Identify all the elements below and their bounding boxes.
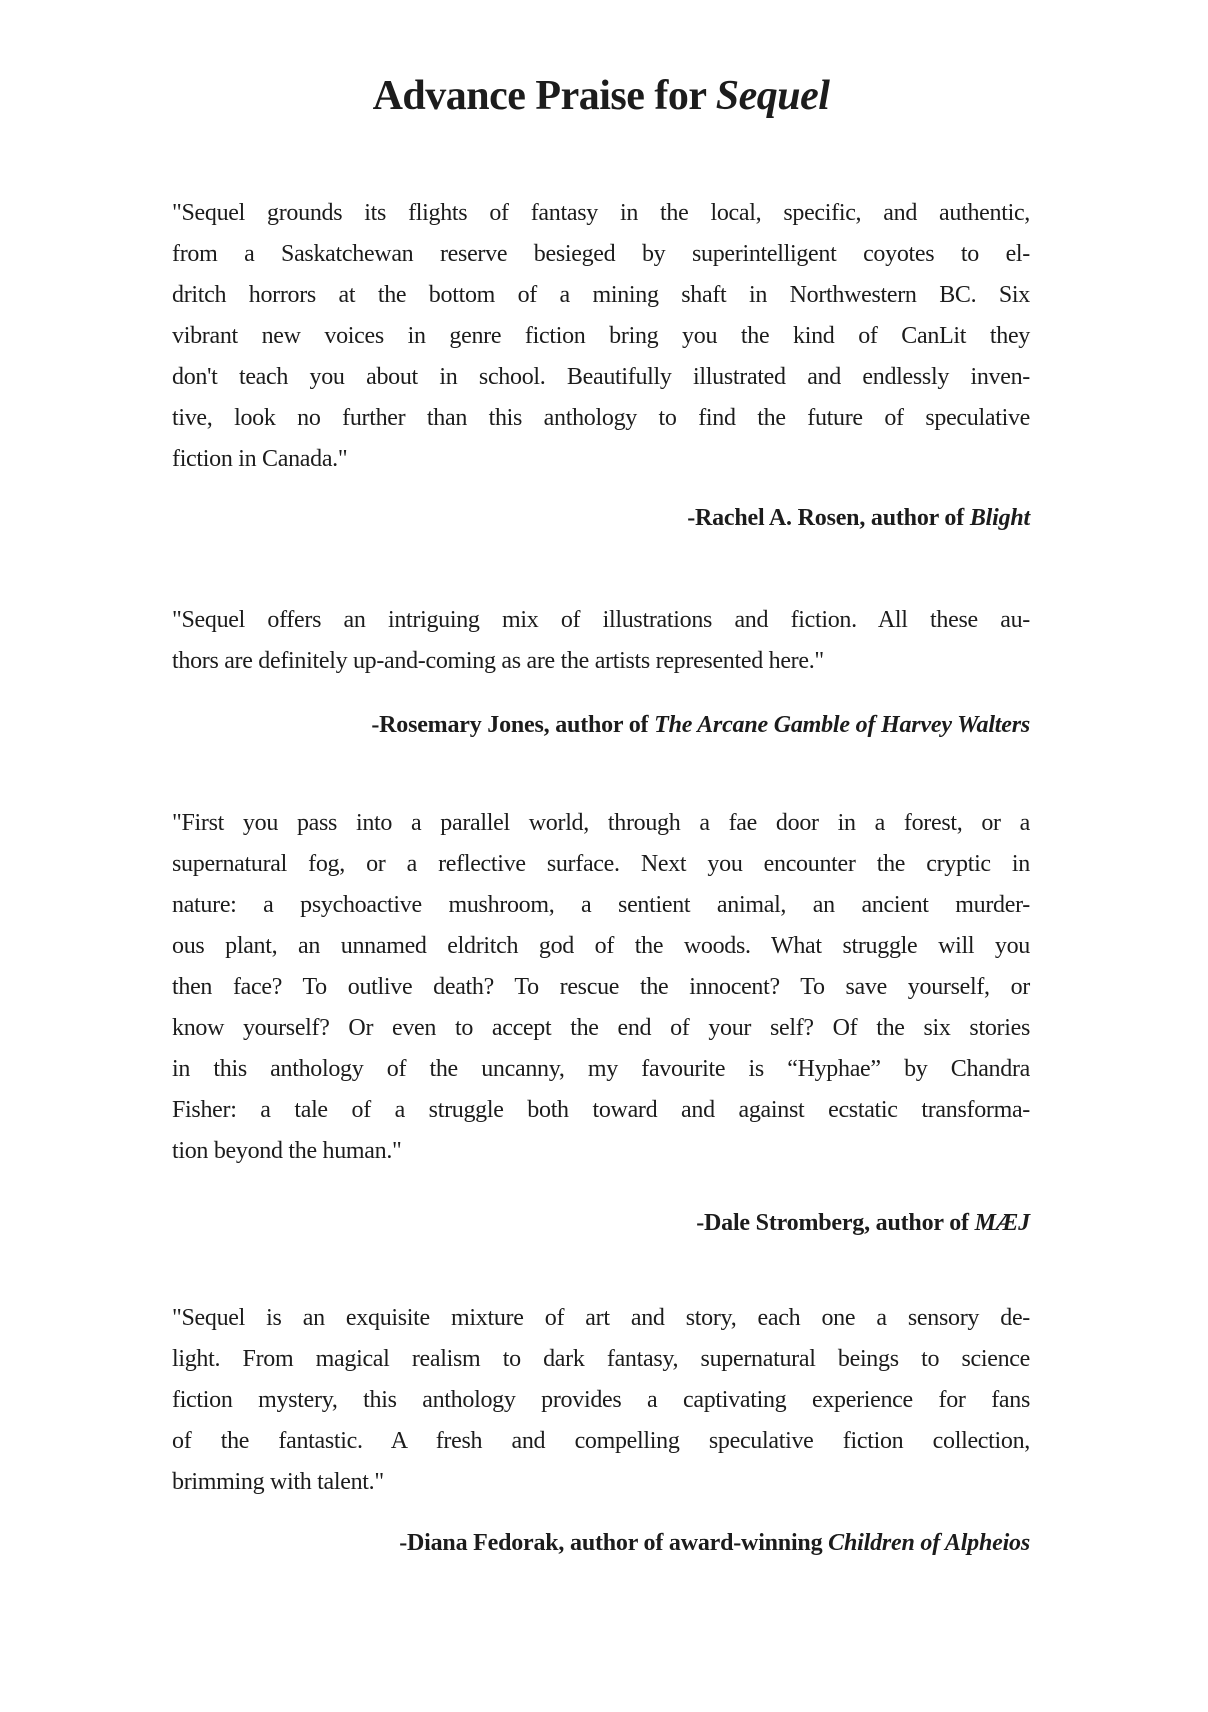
quote-line: nature: a psychoactive mushroom, a sentient animal, an ancient murder- bbox=[172, 892, 1030, 918]
attribution-author: -Rachel A. Rosen, author of bbox=[687, 505, 970, 531]
blurb-attribution-rosen bbox=[172, 498, 1030, 539]
quote-line: don't teach you about in school. Beautifully illustrated and endlessly inven- bbox=[172, 364, 1030, 390]
quote-line: fiction mystery, this anthology provides a captivating experience for fans bbox=[172, 1387, 1030, 1413]
quote-line: "Sequel offers an intriguing mix of illustrations and fiction. All these au- bbox=[172, 607, 1030, 633]
quote-line: know yourself? Or even to accept the end of your self? Of the six stories bbox=[172, 1015, 1030, 1041]
blurb-attribution-fedorak bbox=[172, 1523, 1030, 1564]
quote-line: vibrant new voices in genre fiction bring you the kind of CanLit they bbox=[172, 323, 1030, 349]
book-page bbox=[0, 70, 1208, 1712]
blurb-quote-fedorak bbox=[172, 1298, 1030, 1503]
quote-line: then face? To outlive death? To rescue the innocent? To save yourself, or bbox=[172, 974, 1030, 1000]
blurb-quote-jones bbox=[172, 600, 1030, 682]
quote-line: light. From magical realism to dark fantasy, supernatural beings to science bbox=[172, 1346, 1030, 1372]
quote-line: in this anthology of the uncanny, my favourite is “Hyphae” by Chandra bbox=[172, 1056, 1030, 1082]
attribution-author: -Dale Stromberg, author of bbox=[696, 1210, 975, 1236]
quote-line: "Sequel is an exquisite mixture of art and story, each one a sensory de- bbox=[172, 1305, 1030, 1331]
quote-line: tive, look no further than this anthology to find the future of speculative bbox=[172, 405, 1030, 431]
quote-line: supernatural fog, or a reflective surface. Next you encounter the cryptic in bbox=[172, 851, 1030, 877]
quote-line: fiction in Canada." bbox=[172, 446, 348, 472]
blurb-attribution-jones bbox=[172, 705, 1030, 746]
blurb-attribution-stromberg bbox=[172, 1203, 1030, 1244]
attribution-author: -Diana Fedorak, author of award-winning bbox=[399, 1530, 829, 1556]
blurb-quote-rosen bbox=[172, 193, 1030, 480]
page-title bbox=[172, 70, 1030, 122]
quote-line: "Sequel grounds its flights of fantasy in the local, specific, and authentic, bbox=[172, 200, 1030, 226]
blurb-quote-stromberg bbox=[172, 803, 1030, 1172]
attribution-work-title: MÆJ bbox=[974, 1210, 1030, 1236]
quote-line: from a Saskatchewan reserve besieged by superintelligent coyotes to el- bbox=[172, 241, 1030, 267]
quote-line: Fisher: a tale of a struggle both toward and against ecstatic transforma- bbox=[172, 1097, 1030, 1123]
quote-line: tion beyond the human." bbox=[172, 1138, 402, 1164]
page-title-prefix: Advance Praise for bbox=[372, 73, 716, 119]
page-title-book-name: Sequel bbox=[715, 73, 830, 119]
quote-line: thors are definitely up-and-coming as are the artists represented here." bbox=[172, 648, 824, 674]
quote-line: ous plant, an unnamed eldritch god of the woods. What struggle will you bbox=[172, 933, 1030, 959]
quote-line: brimming with talent." bbox=[172, 1469, 384, 1495]
quote-line: of the fantastic. A fresh and compelling speculative fiction collection, bbox=[172, 1428, 1030, 1454]
quote-line: "First you pass into a parallel world, through a fae door in a forest, or a bbox=[172, 810, 1030, 836]
attribution-work-title: The Arcane Gamble of Harvey Walters bbox=[654, 712, 1030, 738]
attribution-work-title: Children of Alpheios bbox=[828, 1530, 1030, 1556]
attribution-author: -Rosemary Jones, author of bbox=[371, 712, 655, 738]
attribution-work-title: Blight bbox=[969, 505, 1030, 531]
quote-line: dritch horrors at the bottom of a mining shaft in Northwestern BC. Six bbox=[172, 282, 1030, 308]
